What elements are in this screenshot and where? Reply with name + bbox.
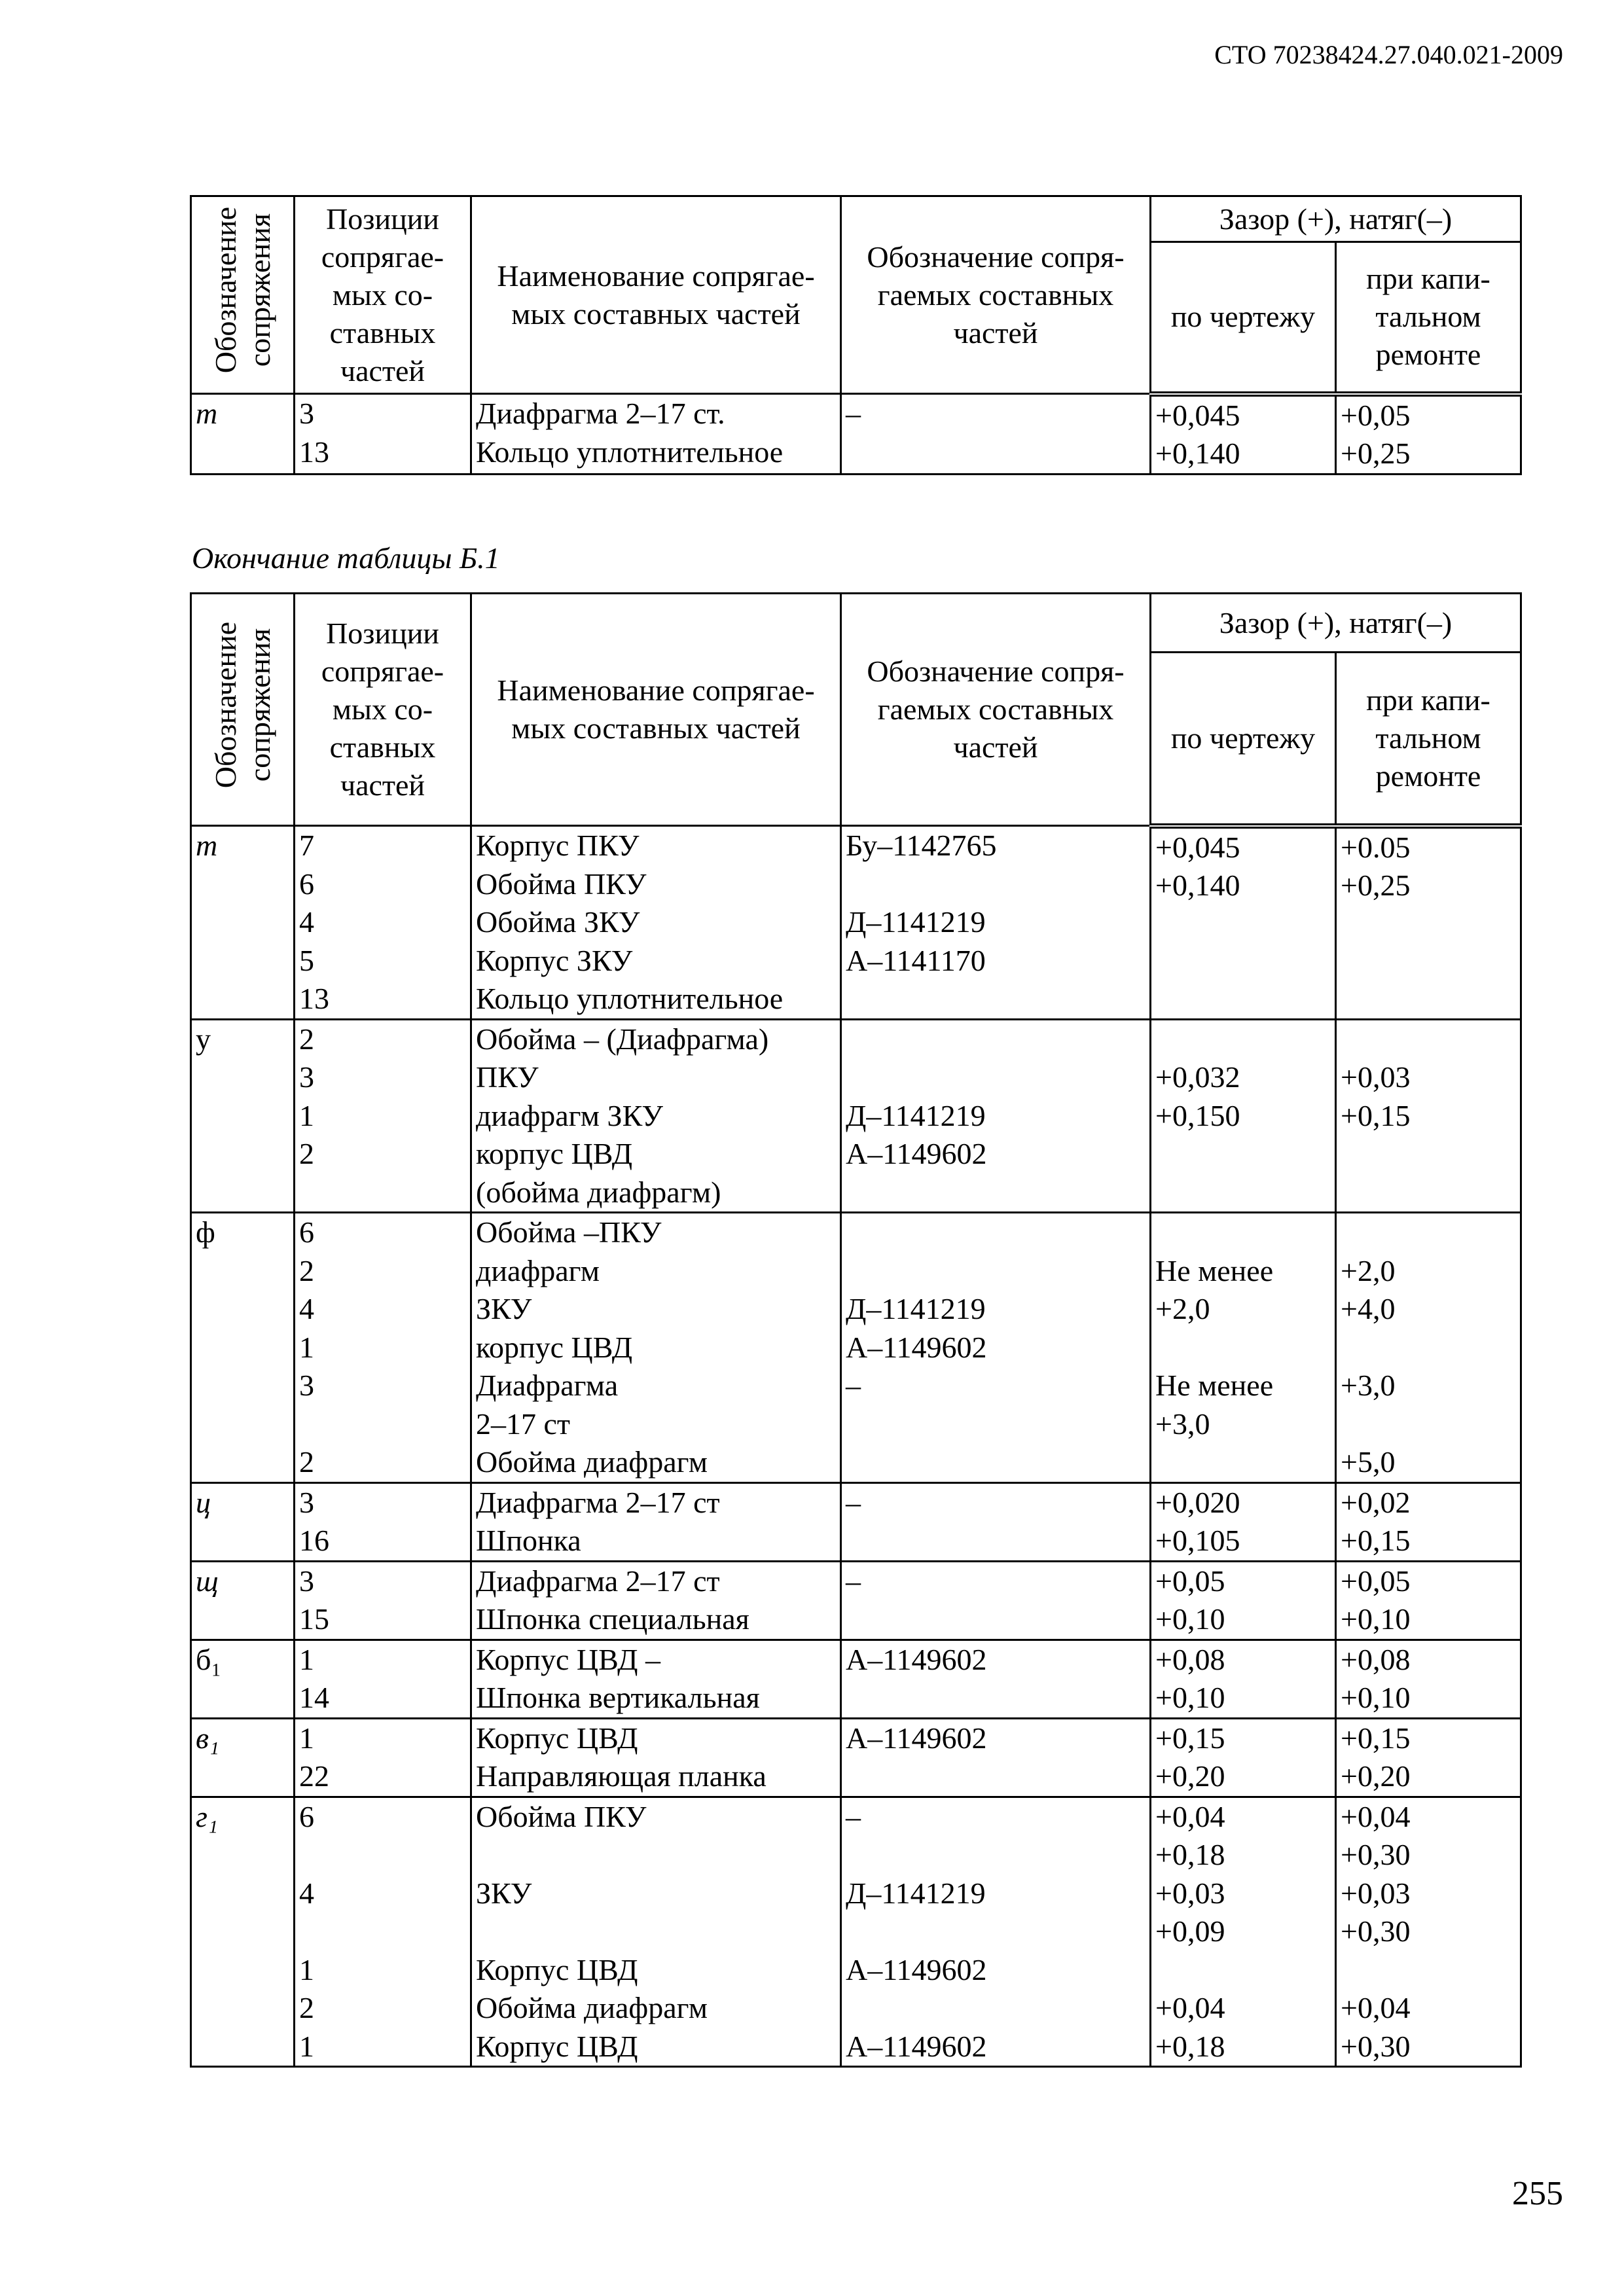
cell-code: Бу–1142765 Д–1141219 А–1141170 [841, 826, 1151, 1020]
mating-table-top [190, 195, 1522, 475]
cell-positions: 1 22 [295, 1718, 471, 1797]
cell-code: – [841, 1482, 1151, 1561]
cell-at-overhaul: +0.05 +0,25 [1336, 826, 1521, 1020]
cell-code: – [841, 1561, 1151, 1640]
cell-positions: 3 15 [295, 1561, 471, 1640]
cell-at-overhaul: +0,04 +0,30 +0,03 +0,30 +0,04 +0,30 [1336, 1797, 1521, 2067]
header-gap: Зазор (+), натяг(–) [1151, 196, 1521, 242]
cell-positions: 6 2 4 1 3 2 [295, 1213, 471, 1483]
cell-by-drawing: +0,045 +0,140 [1151, 826, 1336, 1020]
cell-name: Диафрагма 2–17 ст Шпонка специальная [471, 1561, 841, 1640]
cell-by-drawing: +0,032 +0,150 [1151, 1019, 1336, 1213]
table-row [191, 1561, 1521, 1640]
header-code: Обозначение сопря- гаемых составных частей [841, 196, 1151, 394]
cell-designation: у [191, 1019, 295, 1213]
cell-name: Корпус ЦВД Направляющая планка [471, 1718, 841, 1797]
cell-at-overhaul: +0,05 +0,25 [1336, 394, 1521, 475]
cell-name: Диафрагма 2–17 ст. Кольцо уплотнительное [471, 394, 841, 475]
cell-designation: б₁ [191, 1640, 295, 1718]
cell-by-drawing: +0,020 +0,105 [1151, 1482, 1336, 1561]
cell-by-drawing: +0,15 +0,20 [1151, 1718, 1336, 1797]
table-row [191, 1482, 1521, 1561]
document-code: СТО 70238424.27.040.021-2009 [1214, 40, 1563, 69]
cell-at-overhaul: +0,15 +0,20 [1336, 1718, 1521, 1797]
header-positions: Позиции сопрягае- мых со- ставных частей [295, 594, 471, 826]
cell-positions: 6 4 1 2 1 [295, 1797, 471, 2067]
table-row [191, 1019, 1521, 1213]
cell-designation: т [191, 826, 295, 1020]
cell-code: – Д–1141219 А–1149602 А–1149602 [841, 1797, 1151, 2067]
header-designation: Обозначение сопряжения [191, 196, 295, 394]
table-row [191, 1797, 1521, 2067]
cell-by-drawing: +0,04 +0,18 +0,03 +0,09 +0,04 +0,18 [1151, 1797, 1336, 2067]
cell-name: Диафрагма 2–17 ст Шпонка [471, 1482, 841, 1561]
header-at-overhaul: при капи- тальном ремонте [1336, 242, 1521, 394]
cell-by-drawing: +0,08 +0,10 [1151, 1640, 1336, 1718]
cell-at-overhaul: +2,0 +4,0 +3,0 +5,0 [1336, 1213, 1521, 1483]
page-number: 255 [1512, 2175, 1563, 2212]
cell-name: Обойма –ПКУ диафрагм ЗКУ корпус ЦВД Диафрагма 2–17 ст Обойма диафрагм [471, 1213, 841, 1483]
header-name: Наименование сопрягае- мых составных частей [471, 594, 841, 826]
header-by-drawing: по чертежу [1151, 653, 1336, 826]
cell-by-drawing: Не менее +2,0 Не менее +3,0 [1151, 1213, 1336, 1483]
cell-designation: в₁ [191, 1718, 295, 1797]
cell-at-overhaul: +0,02 +0,15 [1336, 1482, 1521, 1561]
cell-name: Обойма – (Диафрагма) ПКУ диафрагм ЗКУ корпус ЦВД (обойма диафрагм) [471, 1019, 841, 1213]
cell-name: Корпус ПКУ Обойма ПКУ Обойма ЗКУ Корпус ЗКУ Кольцо уплотнительное [471, 826, 841, 1020]
cell-designation: г₁ [191, 1797, 295, 2067]
cell-designation: ц [191, 1482, 295, 1561]
cell-positions: 1 14 [295, 1640, 471, 1718]
cell-code: Д–1141219 А–1149602 – [841, 1213, 1151, 1483]
header-positions: Позиции сопрягае- мых со- ставных частей [295, 196, 471, 394]
header-at-overhaul: при капи- тальном ремонте [1336, 653, 1521, 826]
cell-name: Обойма ПКУ ЗКУ Корпус ЦВД Обойма диафрагм Корпус ЦВД [471, 1797, 841, 2067]
cell-at-overhaul: +0,08 +0,10 [1336, 1640, 1521, 1718]
mating-table-main [190, 592, 1522, 2068]
cell-name: Корпус ЦВД – Шпонка вертикальная [471, 1640, 841, 1718]
cell-designation: щ [191, 1561, 295, 1640]
cell-designation: ф [191, 1213, 295, 1483]
table-row [191, 1640, 1521, 1718]
cell-positions: 3 16 [295, 1482, 471, 1561]
header-by-drawing: по чертежу [1151, 242, 1336, 394]
table-row [191, 1213, 1521, 1483]
cell-designation: т [191, 394, 295, 475]
header-name: Наименование сопрягае- мых составных частей [471, 196, 841, 394]
table-row [191, 1718, 1521, 1797]
cell-by-drawing: +0,045 +0,140 [1151, 394, 1336, 475]
header-designation: Обозначение сопряжения [191, 594, 295, 826]
cell-code: Д–1141219 А–1149602 [841, 1019, 1151, 1213]
cell-code: А–1149602 [841, 1640, 1151, 1718]
table-caption: Окончание таблицы Б.1 [192, 541, 500, 575]
cell-at-overhaul: +0,05 +0,10 [1336, 1561, 1521, 1640]
cell-code: – [841, 394, 1151, 475]
cell-at-overhaul: +0,03 +0,15 [1336, 1019, 1521, 1213]
cell-positions: 7 6 4 5 13 [295, 826, 471, 1020]
cell-by-drawing: +0,05 +0,10 [1151, 1561, 1336, 1640]
cell-positions: 2 3 1 2 [295, 1019, 471, 1213]
cell-code: А–1149602 [841, 1718, 1151, 1797]
cell-positions: 3 13 [295, 394, 471, 475]
header-code: Обозначение сопря- гаемых составных частей [841, 594, 1151, 826]
table-row [191, 826, 1521, 1020]
table-row [191, 394, 1521, 475]
header-gap: Зазор (+), натяг(–) [1151, 594, 1521, 653]
